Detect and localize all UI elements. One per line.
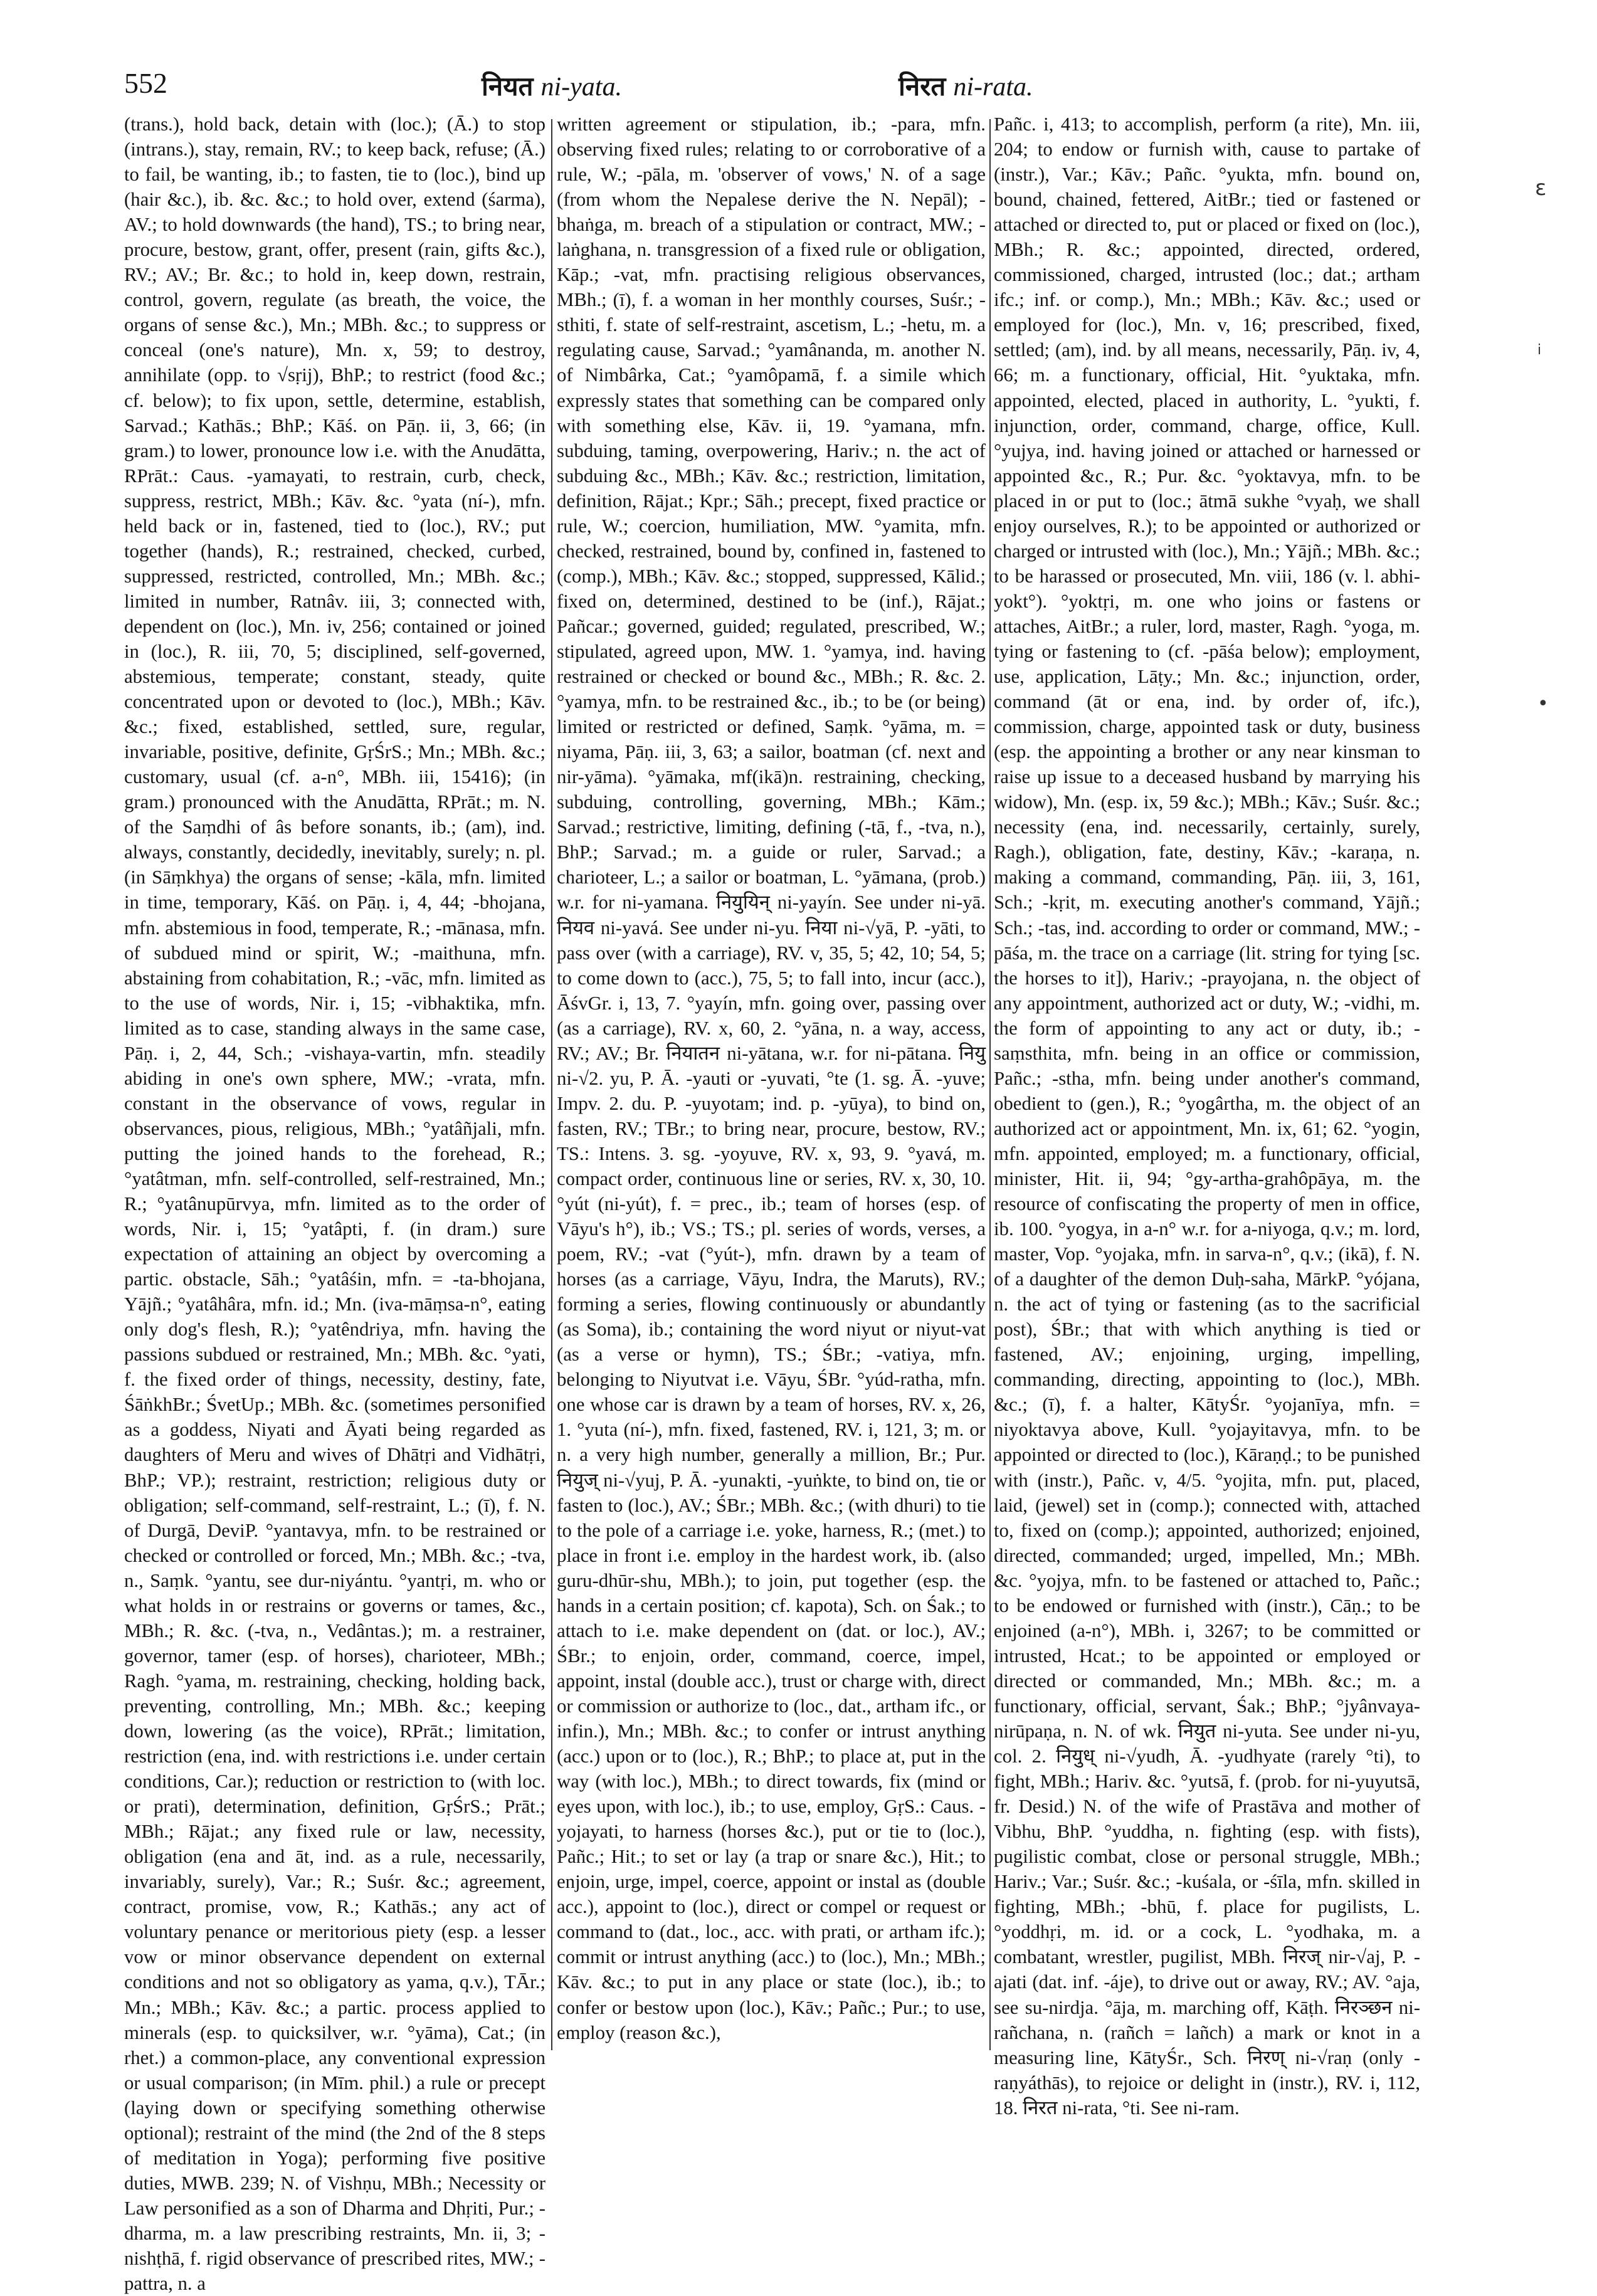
left-running-head — [482, 68, 622, 103]
left-running-head-transliteration: ni-yata. — [540, 73, 622, 102]
dictionary-column-2: written agreement or stipulation, ib.; -para, mfn. observing fixed rules; relating to or corroborative of a rule, W.; -pāla, m. 'observer of vows,' N. of a sage (from whom the Nepalese derive the N. Nepāl); -bhaṅga, m. breach of a stipulation or contract, MW.; -laṅghana, n. transgression of a fixed rule or obligation, Kāp.; -vat, mfn. practising religious observances, MBh.; (ī), f. a woman in her monthly courses, Suśr.; -sthiti, f. state of self-restraint, ascetism, L.; -hetu, m. a regulating cause, Sarvad.; °yamânanda, m. another N. of Nimbârka, Cat.; °yamôpamā, f. a simile which expressly states that something can be compared only with something else, Kāv. ii, 19. °yamana, mfn. subduing, taming, overpowering, Hariv.; n. the act of subduing &c., MBh.; Kāv. &c.; restriction, limitation, definition, Rājat.; Kpr.; Sāh.; precept, fixed practice or rule, W.; coercion, humiliation, MW. °yamita, mfn. checked, restrained, bound by, confined in, fastened to (comp.), MBh.; Kāv. &c.; stopped, suppressed, Kālid.; fixed on, determined, destined to be (inf.), Rājat.; Pañcar.; governed, guided; regulated, prescribed, W.; stipulated, agreed upon, MW. 1. °yamya, ind. having restrained or checked or bound &c., MBh.; R. &c. 2. °yamya, mfn. to be restrained &c., ib.; to be (or being) limited or restricted or defined, Saṃk. °yāma, m. = niyama, Pāṇ. iii, 3, 63; a sailor, boatman (cf. next and nir-yāma). °yāmaka, mf(ikā)n. restraining, checking, subduing, controlling, governing, MBh.; Kām.; Sarvad.; restrictive, limiting, defining (-tā, f., -tva, n.), BhP.; Sarvad.; m. a guide or ruler, Sarvad.; a charioteer, L.; a sailor or boatman, L. °yāmana, (prob.) w.r. for ni-yamana. नियुयिन् ni-yayín. See under ni-yā. नियव ni-yavá. See under ni-yu. निया ni-√yā, P. -yāti, to pass over (with a carriage), RV. v, 35, 5; 42, 10; 54, 5; to come down to (acc.), 75, 5; to fall into, incur (acc.), ĀśvGr. i, 13, 7. °yayín, mfn. going over, passing over (as a carriage), RV. x, 60, 2. °yāna, n. a way, access, RV.; AV.; Br. नियातन ni-yātana, w.r. for ni-pātana. नियु ni-√2. yu, P. Ā. -yauti or -yuvati, °te (1. sg. Ā. -yuve; Impv. 2. du. P. -yuyotam; ind. p. -yūya), to bind on, fasten, RV.; TBr.; to bring near, procure, bestow, RV.; TS.: Intens. 3. sg. -yoyuve, RV. x, 93, 9. °yavá, m. compact order, continuous line or series, RV. x, 30, 10. °yút (ni-yút), f. = prec., ib.; team of horses (esp. of Vāyu's h°), ib.; VS.; TS.; pl. series of words, verses, a poem, RV.; -vat (°yút-), mfn. drawn by a team of horses (as a carriage, Vāyu, Indra, the Maruts), RV.; forming a series, flowing continuously or abundantly (as Soma), ib.; containing the word niyut or niyut-vat (as a verse or hymn), TS.; ŚBr.; -vatiya, mfn. belonging to Niyutvat i.e. Vāyu, ŚBr. °yúd-ratha, mfn. one whose car is drawn by a team of horses, RV. x, 26, 1. °yuta (ní-), mfn. fixed, fastened, RV. i, 121, 3; m. or n. a very high number, generally a million, Br.; Pur. नियुज् ni-√yuj, P. Ā. -yunakti, -yuṅkte, to bind on, tie or fasten to (loc.), AV.; ŚBr.; MBh. &c.; (with dhuri) to tie to the pole of a carriage i.e. yoke, harness, R.; (met.) to place in front i.e. employ in the hardest work, ib. (also guru-dhūr-shu, MBh.); to join, put together (esp. the hands in a certain position; cf. kapota), Sch. on Śak.; to attach to i.e. make dependent on (dat. or loc.), AV.; ŚBr.; to enjoin, order, command, coerce, impel, appoint, instal (double acc.), trust or charge with, direct or commission or authorize to (loc., dat., artham ifc., or infin.), Mn.; MBh. &c.; to confer or intrust anything (acc.) upon or to (loc.), R.; BhP.; to place at, put in the way (with loc.), MBh.; to direct towards, fix (mind or eyes upon, with loc.), ib.; to use, employ, GṛS.: Caus. -yojayati, to harness (horses &c.), put or tie to (loc.), Pañc.; Hit.; to set or lay (a trap or snare &c.), Hit.; to enjoin, urge, impel, coerce, appoint or instal as (double acc.), appoint to (loc.), direct or compel or request or command to (dat., loc., acc. with prati, or artham ifc.); commit or intrust anything (acc.) to (loc.), Mn.; MBh.; Kāv. &c.; to put in any place or state (loc.), ib.; to confer or bestow upon (loc.), Kāv.; Pañc.; Pur.; to use, employ (reason &c.), — [557, 113, 986, 2043]
page-number: 552 — [124, 67, 167, 99]
margin-mark: ε — [1535, 176, 1547, 201]
dictionary-column-1: (trans.), hold back, detain with (loc.); (Ā.) to stop (intrans.), stay, remain, RV.; to keep back, refuse; (Ā.) to fail, be wanting, ib.; to fasten, tie to (loc.), bind up (hair &c.), ib. &c. &c.; to hold over, extend (śarma), AV.; to hold downwards (the hand), TS.; to bring near, procure, bestow, grant, offer, present (rain, gifts &c.), RV.; AV.; Br. &c.; to hold in, keep down, restrain, control, govern, regulate (as breath, the voice, the organs of sense &c.), Mn.; MBh. &c.; to suppress or conceal (one's nature), Mn. x, 59; to destroy, annihilate (opp. to √sṛij), BhP.; to restrict (food &c.; cf. below); to fix upon, settle, determine, establish, Sarvad.; Kathās.; BhP.; Kāś. on Pāṇ. ii, 3, 66; (in gram.) to lower, pronounce low i.e. with the Anudātta, RPrāt.: Caus. -yamayati, to restrain, curb, check, suppress, restrict, MBh.; Kāv. &c. °yata (ní-), mfn. held back or in, fastened, tied to (loc.), RV.; put together (hands), R.; restrained, checked, curbed, suppressed, restricted, controlled, Mn.; MBh. &c.; limited in number, Ratnâv. iii, 3; connected with, dependent on (loc.), Mn. iv, 256; contained or joined in (loc.), R. iii, 70, 5; disciplined, self-governed, abstemious, temperate; constant, steady, quite concentrated upon or devoted to (loc.), MBh.; Kāv. &c.; fixed, established, settled, sure, regular, invariable, positive, definite, GṛŚrS.; Mn.; MBh. &c.; customary, usual (cf. a-n°, MBh. iii, 15416); (in gram.) pronounced with the Anudātta, RPrāt.; m. N. of the Saṃdhi of âs before sonants, ib.; (am), ind. always, constantly, decidedly, inevitably, surely; n. pl. (in Sāṃkhya) the organs of sense; -kāla, mfn. limited in time, temporary, Kāś. on Pāṇ. i, 4, 44; -bhojana, mfn. abstemious in food, temperate, R.; -mānasa, mfn. of subdued mind or spirit, W.; -maithuna, mfn. abstaining from cohabitation, R.; -vāc, mfn. limited as to the use of words, Nir. i, 15; -vibhaktika, mfn. limited as to case, standing always in the same case, Pāṇ. i, 2, 44, Sch.; -vishaya-vartin, mfn. steadily abiding in one's own sphere, MW.; -vrata, mfn. constant in the observance of vows, regular in observances, pious, religious, MBh.; °yatâñjali, mfn. putting the joined hands to the forehead, R.; °yatâtman, mfn. self-controlled, self-restrained, Mn.; R.; °yatânupūrvya, mfn. limited as to the order of words, Nir. i, 15; °yatâpti, f. (in dram.) sure expectation of attaining an object by overcoming a partic. obstacle, Sāh.; °yatâśin, mfn. = -ta-bhojana, Yājñ.; °yatâhâra, mfn. id.; Mn. (iva-māṃsa-n°, eating only dog's flesh, R.); °yatêndriya, mfn. having the passions subdued or restrained, Mn.; MBh. &c. °yati, f. the fixed order of things, necessity, destiny, fate, ŚāṅkhBr.; ŚvetUp.; MBh. &c. (sometimes personified as a goddess, Niyati and Āyati being regarded as daughters of Meru and wives of Dhātṛi and Vidhātṛi, BhP.; VP.); restraint, restriction; religious duty or obligation; self-command, self-restraint, L.; (ī), f. N. of Durgā, DeviP. °yantavya, mfn. to be restrained or checked or controlled or forced, Mn.; MBh. &c.; -tva, n., Saṃk. °yantu, see dur-niyántu. °yantṛi, m. who or what holds in or restrains or governs or tames, &c., MBh.; R. &c. (-tva, n., Vedântas.); m. a restrainer, governor, tamer (esp. of horses), charioteer, MBh.; Ragh. °yama, m. restraining, checking, holding back, preventing, controlling, Mn.; MBh. &c.; keeping down, lowering (as the voice), RPrāt.; limitation, restriction (ena, ind. with restrictions i.e. under certain conditions, Car.); reduction or restriction to (with loc. or prati), determination, definition, GṛŚrS.; Prāt.; MBh.; Rājat.; any fixed rule or law, necessity, obligation (ena and āt, ind. as a rule, necessarily, invariably, surely), Var.; R.; Suśr. &c.; agreement, contract, promise, vow, R.; Kathās.; any act of voluntary penance or meritorious piety (esp. a lesser vow or minor observance dependent on external conditions and not so obligatory as yama, q.v.), TĀr.; Mn.; MBh.; Kāv. &c.; a partic. process applied to minerals (esp. to quicksilver, w.r. °yāma), Cat.; (in rhet.) a common-place, any conventional expression or usual comparison; (in Mīm. phil.) a rule or precept (laying down or specifying something otherwise optional); restraint of the mind (the 2nd of the 8 steps of meditation in Yoga); performing five positive duties, MWB. 239; N. of Vishṇu, MBh.; Necessity or Law personified as a son of Dharma and Dhṛiti, Pur.; -dharma, m. a law prescribing restraints, Mn. ii, 3; -nishṭhā, f. rigid observance of prescribed rites, MW.; -pattra, n. a — [124, 113, 546, 2295]
margin-mark: i — [1537, 342, 1542, 358]
left-running-head-devanagari: नियत — [482, 71, 534, 102]
margin-mark: • — [1537, 693, 1549, 715]
column-divider-left — [551, 119, 552, 2050]
right-running-head-transliteration: ni-rata. — [953, 73, 1033, 102]
column-divider-right — [989, 119, 991, 2050]
dictionary-column-3: Pañc. i, 413; to accomplish, perform (a rite), Mn. iii, 204; to endow or furnish with, cause to partake of (instr.), Var.; Kāv.; Pañc. °yukta, mfn. bound on, bound, chained, fettered, AitBr.; tied or fastened or attached or directed to, put or placed or fixed on (loc.), MBh.; R. &c.; appointed, directed, ordered, commissioned, charged, intrusted (loc.; dat.; artham ifc.; inf. or comp.), Mn.; MBh.; Kāv. &c.; used or employed for (loc.), Mn. v, 16; prescribed, fixed, settled; (am), ind. by all means, necessarily, Pāṇ. iv, 4, 66; m. a functionary, official, Hit. °yuktaka, mfn. appointed, elected, placed in authority, L. °yukti, f. injunction, order, command, charge, office, Kull. °yujya, ind. having joined or attached or harnessed or appointed &c., R.; Pur. &c. °yoktavya, mfn. to be placed in or put to (loc.; ātmā sukhe °vyaḥ, we shall enjoy ourselves, R.); to be appointed or authorized or charged or intrusted with (loc.), Mn.; Yājñ.; MBh. &c.; to be harassed or prosecuted, Mn. viii, 186 (v. l. abhi-yokt°). °yoktṛi, m. one who joins or fastens or attaches, AitBr.; a ruler, lord, master, Ragh. °yoga, m. tying or fastening to (cf. -pāśa below); employment, use, application, Lāṭy.; Mn. &c.; injunction, order, command (āt or ena, ind. by order of, ifc.), commission, charge, appointed task or duty, business (esp. the appointing a brother or any near kinsman to raise up issue to a deceased husband by marrying his widow), Mn. (esp. ix, 59 &c.); MBh.; Kāv.; Suśr. &c.; necessity (ena, ind. necessarily, certainly, surely, Ragh.), obligation, fate, destiny, Kāv.; -karaṇa, n. making a command, commanding, Pāṇ. iii, 3, 161, Sch.; -kṛit, m. executing another's command, Yājñ.; Sch.; -tas, ind. according to order or command, MW.; -pāśa, m. the trace on a carriage (lit. string for tying [sc. the horses to it]), Hariv.; -prayojana, n. the object of any appointment, authorized act or duty, W.; -vidhi, m. the form of appointing to any act or duty, ib.; -saṃsthita, mfn. being in an office or commission, Pañc.; -stha, mfn. being under another's command, obedient to (gen.), R.; °yogârtha, m. the object of an authorized act or appointment, Mn. ix, 61; 62. °yogin, mfn. appointed, employed; m. a functionary, official, minister, Hit. ii, 94; °gy-artha-grahôpāya, m. the resource of confiscating the property of men in office, ib. 100. °yogya, in a-n° w.r. for a-niyoga, q.v.; m. lord, master, Vop. °yojaka, mfn. in sarva-n°, q.v.; (ikā), f. N. of a daughter of the demon Duḥ-saha, MārkP. °yójana, n. the act of tying or fastening (as to the sacrificial post), ŚBr.; that with which anything is tied or fastened, AV.; enjoining, urging, impelling, commanding, directing, appointing to (loc.), MBh. &c.; (ī), f. a halter, KātyŚr. °yojanīya, mfn. = niyoktavya above, Kull. °yojayitavya, mfn. to be appointed or directed to (loc.), Kāraṇḍ.; to be punished with (instr.), Pañc. v, 4/5. °yojita, mfn. put, placed, laid, (jewel) set in (comp.); connected with, attached to, fixed on (comp.); appointed, authorized; enjoined, directed, commanded; urged, impelled, Mn.; MBh. &c. °yojya, mfn. to be fastened or attached to, Pañc.; to be endowed or furnished with (instr.), Cāṇ.; to be enjoined (a-n°), MBh. i, 3267; to be committed or intrusted, Hcat.; to be appointed or employed or directed or commanded, Mn.; MBh. &c.; m. a functionary, official, servant, Śak.; BhP.; °jyânvaya-nirūpaṇa, n. N. of wk. नियुत ni-yuta. See under ni-yu, col. 2. नियुध् ni-√yudh, Ā. -yudhyate (rarely °ti), to fight, MBh.; Hariv. &c. °yutsā, f. (prob. for ni-yuyutsā, fr. Desid.) N. of the wife of Prastāva and mother of Vibhu, BhP. °yuddha, n. fighting (esp. with fists), pugilistic combat, close or personal struggle, MBh.; Hariv.; Var.; Suśr. &c.; -kuśala, or -śīla, mfn. skilled in fighting, MBh.; -bhū, f. place for pugilists, L. °yoddhṛi, m. id. or a cock, L. °yodhaka, m. a combatant, wrestler, pugilist, MBh. निरज् nir-√aj, P. -ajati (dat. inf. -áje), to drive out or away, RV.; AV. °aja, see su-nirdja. °āja, m. marching off, Kāṭh. निरञ्छन ni-rañchana, n. (rañch = lañch) a mark or knot in a measuring line, KātyŚr., Sch. निरण् ni-√raṇ (only -raṇyáthās), to rejoice or delight in (instr.), RV. i, 112, 18. निरत ni-rata, °ti. See ni-ram. — [994, 113, 1420, 2119]
right-running-head — [899, 68, 1033, 103]
right-running-head-devanagari: निरत — [899, 71, 946, 102]
running-header — [124, 66, 1529, 112]
